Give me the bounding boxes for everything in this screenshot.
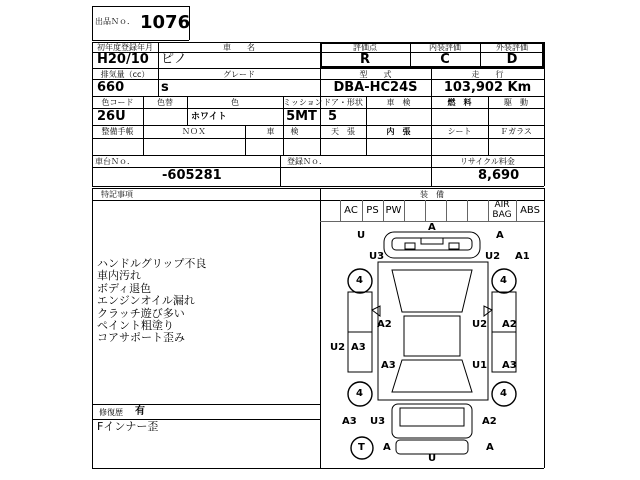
lot-number-label: 出品Ｎｏ． [95,17,135,26]
capacity-label: 車 検 [386,98,411,107]
damage-mark: A1 [515,251,530,262]
damage-mark: A [486,442,494,453]
first-registration-label: 初年度登録年月 [97,43,153,52]
damage-mark: A [428,222,436,233]
car-name-value: ピノ [161,52,187,67]
tire-mark: 4 [356,275,363,286]
equipment-ac: AC [344,205,358,216]
body-outline-shape [378,262,488,400]
color-code-value: 26U [97,109,126,124]
remarks-label: 特記事項 [101,190,133,199]
damage-mark: U3 [370,416,386,427]
score-value: R [359,52,370,67]
grade-label: グレード [223,70,255,79]
color-code-label: 色コード [101,98,134,107]
mileage-label: 走 行 [471,70,504,79]
front-emblem-shape [421,238,443,244]
exterior-grade-value: D [506,52,518,67]
car-name-label: 車 名 [223,43,255,52]
model-code-value: DBA-HC24S [333,80,418,95]
repair-history-value: 有 [135,406,145,417]
front-bumper-shape [384,232,480,258]
remark-line: クラッチ遊び多い [97,307,185,320]
equipment-label: 装 備 [420,190,444,199]
damage-mark: A3 [381,360,396,371]
equipment-ps: PS [366,205,379,216]
registration-number-label: 登録Ｎｏ． [287,157,327,166]
damage-mark: U3 [369,251,385,262]
rear-glass-shape [400,408,464,426]
front-light-right-shape [449,243,459,249]
equipment-pw: PW [385,205,402,216]
maintenance-record-label: 整備手帳 [101,127,134,136]
damage-mark: A [383,442,391,453]
transmission-value: 5MT [286,109,317,124]
tire-mark: 4 [500,275,507,286]
nox-label: ＮＯＸ [182,127,206,136]
repair-note: Fインナー歪 [97,420,159,433]
front-glass-label: Ｆガラス [500,127,532,136]
tire-mark: T [358,442,365,453]
chassis-number-label: 車台Ｎｏ． [95,157,135,166]
displacement-label: 排気量（cc） [100,70,150,79]
fuel-label: 燃 料 [447,98,472,107]
damage-mark: A3 [342,416,357,427]
interior-grade-value: C [440,52,450,67]
damage-mark: U2 [472,319,488,330]
damage-mark: U [357,230,366,241]
damage-mark: A [496,230,504,241]
equipment-abs: ABS [520,205,540,216]
exterior-grade-label: 外装評価 [496,43,528,52]
drive-label: 駆 動 [504,98,528,107]
lot-number: 1076 [140,12,191,33]
interior-trim-label: 内 張 [386,127,411,136]
first-registration-value: H20/10 [97,52,149,67]
color-change-label: 色替 [157,98,173,107]
seat-label: シート [447,127,472,136]
color-value: ホワイト [191,112,227,122]
repair-history-label: 修復歴 [99,408,123,417]
chassis-number-value: -605281 [162,168,222,183]
mileage-value: 103,902 Km [443,80,532,95]
ceiling-label: 天 張 [331,127,355,136]
remark-line: コアサポート歪み [97,331,185,344]
front-light-left-shape [405,243,415,249]
remark-line: ハンドルグリップ不良 [97,257,207,270]
door-shape-label: ドア・形状 [323,98,363,107]
damage-mark: U1 [472,360,488,371]
score-label: 評価点 [353,43,377,52]
damage-mark: A2 [482,416,497,427]
damage-mark: A2 [502,319,517,330]
damage-mark: A3 [351,342,366,353]
rear-bumper-shape [396,440,468,454]
remark-line: ペイント粗塗り [97,319,174,332]
transmission-label: ミッション [283,98,323,107]
color-label: 色 [231,98,239,107]
grade-value: s [161,80,169,95]
damage-mark: U2 [330,342,346,353]
damage-mark: U2 [485,251,501,262]
remark-line: ボディ退色 [97,282,152,295]
equipment-airbag: AIR BAG [492,200,512,220]
damage-mark: A2 [377,319,392,330]
tire-mark: 4 [356,388,363,399]
remark-line: エンジンオイル漏れ [97,294,195,307]
inspection-label: 車 検 [266,127,299,136]
displacement-value: 660 [97,80,125,95]
rear-window-shape [392,360,472,392]
interior-grade-label: 内装評価 [429,43,461,52]
roof-shape [404,316,460,356]
damage-mark: U [428,453,437,464]
rear-hatch-shape [392,404,472,438]
recycle-fee-value: 8,690 [478,168,520,183]
recycle-fee-label: リサイクル料金 [460,157,515,166]
model-code-label: 型 式 [359,70,392,79]
hood-shape [392,270,472,312]
tire-mark: 4 [500,388,507,399]
remark-line: 車内汚れ [97,269,141,282]
door-shape-value: 5 [328,109,338,124]
damage-mark: A3 [502,360,517,371]
